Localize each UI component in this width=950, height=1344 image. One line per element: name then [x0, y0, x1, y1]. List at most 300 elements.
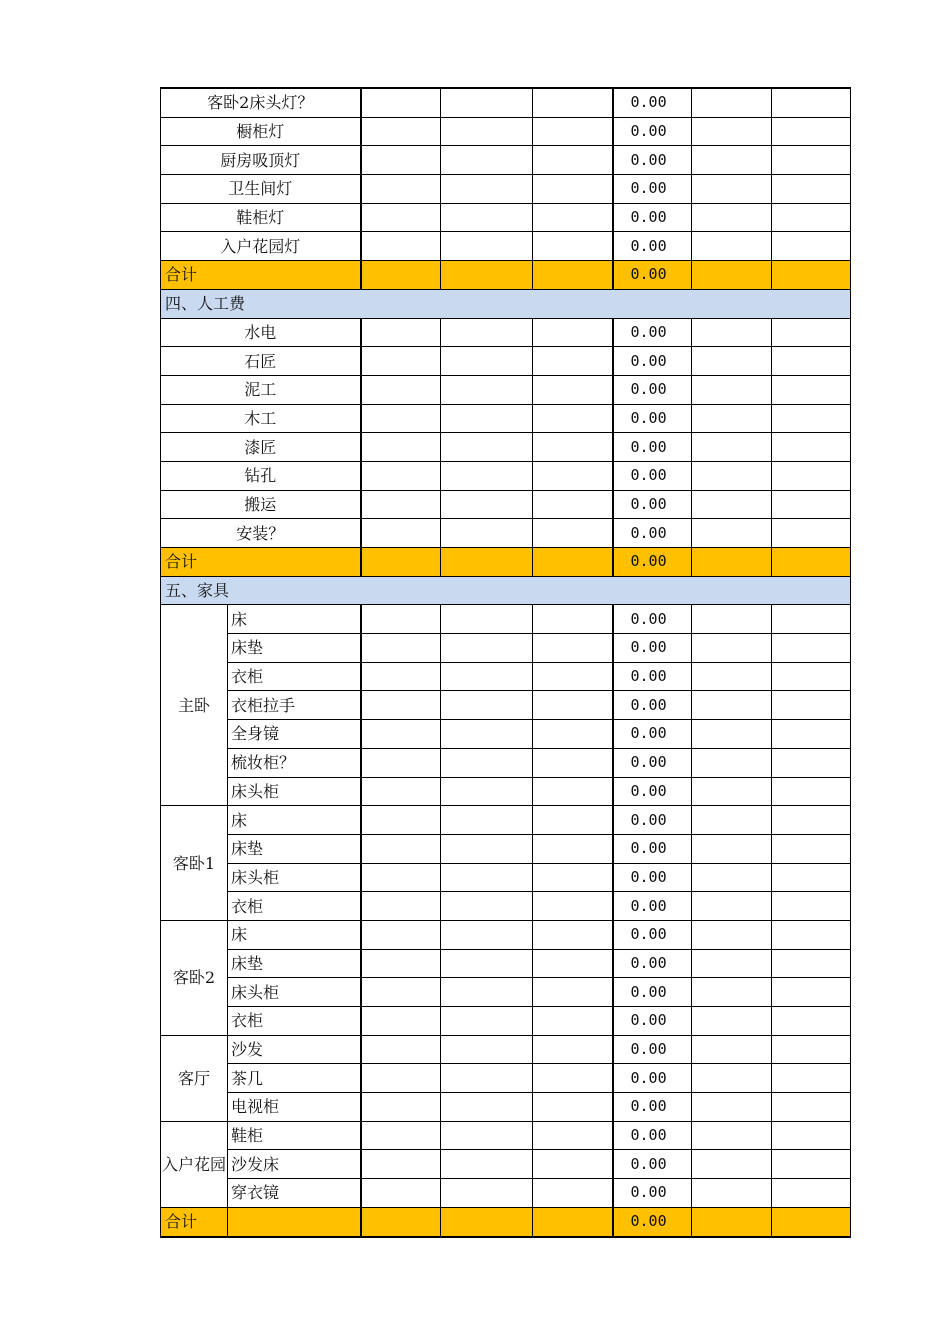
empty-cell[interactable]	[692, 892, 772, 921]
empty-cell[interactable]	[533, 920, 613, 949]
empty-cell[interactable]	[361, 720, 441, 749]
empty-cell[interactable]	[441, 1035, 533, 1064]
empty-cell[interactable]	[692, 548, 772, 577]
value-cell[interactable]: 0.00	[613, 146, 692, 175]
table-row	[161, 892, 851, 921]
empty-cell[interactable]	[361, 1007, 441, 1036]
empty-cell[interactable]	[692, 519, 772, 548]
empty-cell[interactable]	[692, 203, 772, 232]
value-cell[interactable]: 0.00	[613, 1121, 692, 1150]
empty-cell[interactable]	[441, 519, 533, 548]
empty-cell[interactable]	[772, 1064, 851, 1093]
item-label[interactable]: 床头柜	[228, 978, 361, 1007]
empty-cell[interactable]	[441, 1064, 533, 1093]
empty-cell[interactable]	[361, 863, 441, 892]
empty-cell[interactable]	[692, 691, 772, 720]
empty-cell[interactable]	[361, 232, 441, 261]
group-label[interactable]: 客厅	[161, 1035, 228, 1121]
empty-cell[interactable]	[361, 949, 441, 978]
empty-cell[interactable]	[772, 605, 851, 634]
empty-cell[interactable]	[441, 175, 533, 204]
empty-cell[interactable]	[533, 978, 613, 1007]
empty-cell[interactable]	[533, 318, 613, 347]
empty-cell[interactable]	[533, 834, 613, 863]
empty-cell[interactable]	[772, 1207, 851, 1236]
empty-cell[interactable]	[692, 404, 772, 433]
value-cell[interactable]: 0.00	[613, 318, 692, 347]
empty-cell[interactable]	[692, 490, 772, 519]
value-cell[interactable]: 0.00	[613, 88, 692, 117]
empty-cell[interactable]	[692, 261, 772, 290]
empty-cell[interactable]	[361, 920, 441, 949]
empty-cell[interactable]	[692, 748, 772, 777]
value-cell[interactable]: 0.00	[613, 1207, 692, 1236]
table-row	[161, 1150, 851, 1179]
empty-cell[interactable]	[533, 88, 613, 117]
empty-cell[interactable]	[361, 1150, 441, 1179]
empty-cell[interactable]	[361, 691, 441, 720]
empty-cell[interactable]	[533, 347, 613, 376]
empty-cell[interactable]	[772, 203, 851, 232]
empty-cell[interactable]	[361, 88, 441, 117]
section-title[interactable]: 四、人工费	[161, 289, 851, 318]
empty-cell[interactable]	[772, 949, 851, 978]
empty-cell[interactable]	[441, 691, 533, 720]
value-cell[interactable]: 0.00	[613, 1007, 692, 1036]
table-row	[161, 404, 851, 433]
total-label[interactable]: 合计	[161, 261, 361, 290]
value-cell[interactable]: 0.00	[613, 920, 692, 949]
empty-cell[interactable]	[692, 433, 772, 462]
empty-cell[interactable]	[772, 978, 851, 1007]
empty-cell[interactable]	[361, 117, 441, 146]
empty-cell[interactable]	[361, 146, 441, 175]
table-row	[161, 1035, 851, 1064]
empty-cell[interactable]	[361, 203, 441, 232]
empty-cell[interactable]	[692, 662, 772, 691]
value-cell[interactable]: 0.00	[613, 1150, 692, 1179]
total-label[interactable]: 合计	[161, 1207, 228, 1236]
table-row	[161, 117, 851, 146]
empty-cell[interactable]	[361, 461, 441, 490]
value-cell[interactable]: 0.00	[613, 720, 692, 749]
empty-cell[interactable]	[228, 1207, 361, 1236]
item-label[interactable]: 卫生间灯	[161, 175, 361, 204]
item-label[interactable]: 梳妆柜？	[228, 748, 361, 777]
item-label[interactable]: 厨房吸顶灯	[161, 146, 361, 175]
empty-cell[interactable]	[361, 634, 441, 663]
item-label[interactable]: 衣柜拉手	[228, 691, 361, 720]
table-row	[161, 175, 851, 204]
value-cell[interactable]: 0.00	[613, 461, 692, 490]
value-cell[interactable]: 0.00	[613, 519, 692, 548]
value-cell[interactable]: 0.00	[613, 404, 692, 433]
empty-cell[interactable]	[692, 1179, 772, 1208]
item-label[interactable]: 水电	[161, 318, 361, 347]
empty-cell[interactable]	[692, 920, 772, 949]
table-row	[161, 806, 851, 835]
item-label[interactable]: 搬运	[161, 490, 361, 519]
empty-cell[interactable]	[441, 203, 533, 232]
empty-cell[interactable]	[441, 634, 533, 663]
value-cell[interactable]: 0.00	[613, 1179, 692, 1208]
value-cell[interactable]: 0.00	[613, 662, 692, 691]
empty-cell[interactable]	[441, 404, 533, 433]
empty-cell[interactable]	[361, 806, 441, 835]
value-cell[interactable]: 0.00	[613, 203, 692, 232]
empty-cell[interactable]	[441, 318, 533, 347]
item-label[interactable]: 鞋柜	[228, 1121, 361, 1150]
empty-cell[interactable]	[361, 490, 441, 519]
value-cell[interactable]: 0.00	[613, 806, 692, 835]
table-row	[161, 318, 851, 347]
empty-cell[interactable]	[533, 1064, 613, 1093]
empty-cell[interactable]	[533, 1007, 613, 1036]
table-row	[161, 834, 851, 863]
empty-cell[interactable]	[533, 691, 613, 720]
empty-cell[interactable]	[441, 1207, 533, 1236]
item-label[interactable]: 漆匠	[161, 433, 361, 462]
table-row	[161, 1007, 851, 1036]
item-label[interactable]: 穿衣镜	[228, 1179, 361, 1208]
empty-cell[interactable]	[772, 1007, 851, 1036]
table-row	[161, 978, 851, 1007]
empty-cell[interactable]	[533, 117, 613, 146]
value-cell[interactable]: 0.00	[613, 375, 692, 404]
empty-cell[interactable]	[361, 777, 441, 806]
empty-cell[interactable]	[533, 806, 613, 835]
empty-cell[interactable]	[361, 1035, 441, 1064]
value-cell[interactable]: 0.00	[613, 949, 692, 978]
empty-cell[interactable]	[441, 88, 533, 117]
empty-cell[interactable]	[361, 892, 441, 921]
value-cell[interactable]: 0.00	[613, 548, 692, 577]
total-label[interactable]: 合计	[161, 548, 361, 577]
empty-cell[interactable]	[441, 117, 533, 146]
empty-cell[interactable]	[533, 261, 613, 290]
empty-cell[interactable]	[533, 748, 613, 777]
empty-cell[interactable]	[441, 605, 533, 634]
empty-cell[interactable]	[692, 634, 772, 663]
empty-cell[interactable]	[533, 404, 613, 433]
empty-cell[interactable]	[772, 748, 851, 777]
empty-cell[interactable]	[441, 375, 533, 404]
empty-cell[interactable]	[692, 88, 772, 117]
empty-cell[interactable]	[441, 261, 533, 290]
value-cell[interactable]: 0.00	[613, 117, 692, 146]
item-label[interactable]: 床	[228, 920, 361, 949]
table-row	[161, 634, 851, 663]
empty-cell[interactable]	[441, 1007, 533, 1036]
total-row	[161, 261, 851, 290]
empty-cell[interactable]	[533, 1035, 613, 1064]
empty-cell[interactable]	[441, 748, 533, 777]
empty-cell[interactable]	[361, 175, 441, 204]
empty-cell[interactable]	[772, 347, 851, 376]
empty-cell[interactable]	[772, 519, 851, 548]
value-cell[interactable]: 0.00	[613, 490, 692, 519]
value-cell[interactable]: 0.00	[613, 175, 692, 204]
empty-cell[interactable]	[692, 375, 772, 404]
empty-cell[interactable]	[361, 1121, 441, 1150]
item-label[interactable]: 钻孔	[161, 461, 361, 490]
item-label[interactable]: 床头柜	[228, 863, 361, 892]
empty-cell[interactable]	[772, 461, 851, 490]
item-label[interactable]: 床	[228, 605, 361, 634]
value-cell[interactable]: 0.00	[613, 1093, 692, 1122]
empty-cell[interactable]	[533, 605, 613, 634]
budget-sheet	[160, 87, 851, 1238]
empty-cell[interactable]	[441, 347, 533, 376]
empty-cell[interactable]	[692, 1121, 772, 1150]
empty-cell[interactable]	[361, 1093, 441, 1122]
empty-cell[interactable]	[533, 146, 613, 175]
empty-cell[interactable]	[441, 548, 533, 577]
empty-cell[interactable]	[692, 978, 772, 1007]
value-cell[interactable]: 0.00	[613, 691, 692, 720]
empty-cell[interactable]	[772, 117, 851, 146]
empty-cell[interactable]	[361, 375, 441, 404]
empty-cell[interactable]	[772, 1179, 851, 1208]
empty-cell[interactable]	[692, 318, 772, 347]
empty-cell[interactable]	[441, 720, 533, 749]
empty-cell[interactable]	[692, 863, 772, 892]
empty-cell[interactable]	[533, 1121, 613, 1150]
empty-cell[interactable]	[361, 605, 441, 634]
value-cell[interactable]: 0.00	[613, 978, 692, 1007]
empty-cell[interactable]	[361, 404, 441, 433]
empty-cell[interactable]	[533, 519, 613, 548]
value-cell[interactable]: 0.00	[613, 232, 692, 261]
empty-cell[interactable]	[361, 433, 441, 462]
empty-cell[interactable]	[692, 1150, 772, 1179]
empty-cell[interactable]	[361, 519, 441, 548]
table-row	[161, 375, 851, 404]
empty-cell[interactable]	[692, 1064, 772, 1093]
empty-cell[interactable]	[692, 117, 772, 146]
empty-cell[interactable]	[772, 720, 851, 749]
empty-cell[interactable]	[772, 261, 851, 290]
empty-cell[interactable]	[441, 490, 533, 519]
item-label[interactable]: 沙发	[228, 1035, 361, 1064]
value-cell[interactable]: 0.00	[613, 863, 692, 892]
empty-cell[interactable]	[441, 232, 533, 261]
empty-cell[interactable]	[692, 1035, 772, 1064]
empty-cell[interactable]	[692, 605, 772, 634]
empty-cell[interactable]	[692, 461, 772, 490]
empty-cell[interactable]	[692, 146, 772, 175]
empty-cell[interactable]	[441, 978, 533, 1007]
empty-cell[interactable]	[772, 1035, 851, 1064]
item-label[interactable]: 衣柜	[228, 892, 361, 921]
empty-cell[interactable]	[533, 461, 613, 490]
empty-cell[interactable]	[361, 318, 441, 347]
empty-cell[interactable]	[533, 1207, 613, 1236]
empty-cell[interactable]	[772, 1150, 851, 1179]
value-cell[interactable]: 0.00	[613, 1064, 692, 1093]
table-row	[161, 720, 851, 749]
empty-cell[interactable]	[441, 1093, 533, 1122]
empty-cell[interactable]	[772, 892, 851, 921]
empty-cell[interactable]	[772, 375, 851, 404]
empty-cell[interactable]	[692, 175, 772, 204]
empty-cell[interactable]	[772, 146, 851, 175]
empty-cell[interactable]	[772, 1093, 851, 1122]
empty-cell[interactable]	[772, 920, 851, 949]
empty-cell[interactable]	[533, 375, 613, 404]
value-cell[interactable]: 0.00	[613, 261, 692, 290]
item-label[interactable]: 全身镜	[228, 720, 361, 749]
empty-cell[interactable]	[533, 203, 613, 232]
group-label[interactable]: 主卧	[161, 605, 228, 806]
empty-cell[interactable]	[692, 834, 772, 863]
empty-cell[interactable]	[692, 1093, 772, 1122]
item-label[interactable]: 沙发床	[228, 1150, 361, 1179]
empty-cell[interactable]	[533, 232, 613, 261]
item-label[interactable]: 衣柜	[228, 662, 361, 691]
group-label[interactable]: 入户花园	[161, 1121, 228, 1207]
empty-cell[interactable]	[441, 1121, 533, 1150]
empty-cell[interactable]	[533, 634, 613, 663]
empty-cell[interactable]	[772, 834, 851, 863]
empty-cell[interactable]	[361, 978, 441, 1007]
empty-cell[interactable]	[361, 347, 441, 376]
value-cell[interactable]: 0.00	[613, 1035, 692, 1064]
item-label[interactable]: 安装？	[161, 519, 361, 548]
table-row	[161, 1064, 851, 1093]
empty-cell[interactable]	[692, 777, 772, 806]
value-cell[interactable]: 0.00	[613, 634, 692, 663]
empty-cell[interactable]	[692, 1207, 772, 1236]
item-label[interactable]: 电视柜	[228, 1093, 361, 1122]
empty-cell[interactable]	[533, 490, 613, 519]
empty-cell[interactable]	[692, 720, 772, 749]
table-row	[161, 748, 851, 777]
item-label[interactable]: 茶几	[228, 1064, 361, 1093]
empty-cell[interactable]	[772, 691, 851, 720]
empty-cell[interactable]	[692, 347, 772, 376]
value-cell[interactable]: 0.00	[613, 605, 692, 634]
empty-cell[interactable]	[361, 548, 441, 577]
value-cell[interactable]: 0.00	[613, 433, 692, 462]
section-title[interactable]: 五、家具	[161, 576, 851, 605]
empty-cell[interactable]	[692, 232, 772, 261]
table-row	[161, 146, 851, 175]
empty-cell[interactable]	[772, 175, 851, 204]
empty-cell[interactable]	[361, 834, 441, 863]
empty-cell[interactable]	[772, 806, 851, 835]
empty-cell[interactable]	[441, 146, 533, 175]
value-cell[interactable]: 0.00	[613, 777, 692, 806]
empty-cell[interactable]	[533, 863, 613, 892]
item-label[interactable]: 石匠	[161, 347, 361, 376]
empty-cell[interactable]	[441, 892, 533, 921]
empty-cell[interactable]	[772, 232, 851, 261]
empty-cell[interactable]	[533, 1093, 613, 1122]
group-label[interactable]: 客卧1	[161, 806, 228, 921]
table-row	[161, 203, 851, 232]
value-cell[interactable]: 0.00	[613, 834, 692, 863]
table-row	[161, 662, 851, 691]
empty-cell[interactable]	[772, 318, 851, 347]
item-label[interactable]: 床垫	[228, 834, 361, 863]
empty-cell[interactable]	[772, 490, 851, 519]
item-label[interactable]: 泥工	[161, 375, 361, 404]
item-label[interactable]: 鞋柜灯	[161, 203, 361, 232]
empty-cell[interactable]	[772, 433, 851, 462]
empty-cell[interactable]	[533, 1150, 613, 1179]
empty-cell[interactable]	[361, 1179, 441, 1208]
item-label[interactable]: 橱柜灯	[161, 117, 361, 146]
empty-cell[interactable]	[441, 806, 533, 835]
empty-cell[interactable]	[441, 863, 533, 892]
table-row	[161, 920, 851, 949]
empty-cell[interactable]	[441, 920, 533, 949]
empty-cell[interactable]	[361, 748, 441, 777]
empty-cell[interactable]	[361, 261, 441, 290]
empty-cell[interactable]	[533, 949, 613, 978]
empty-cell[interactable]	[772, 88, 851, 117]
empty-cell[interactable]	[441, 1179, 533, 1208]
value-cell[interactable]: 0.00	[613, 748, 692, 777]
empty-cell[interactable]	[772, 404, 851, 433]
empty-cell[interactable]	[533, 175, 613, 204]
empty-cell[interactable]	[533, 777, 613, 806]
empty-cell[interactable]	[772, 634, 851, 663]
empty-cell[interactable]	[772, 863, 851, 892]
item-label[interactable]: 客卧2床头灯？	[161, 88, 361, 117]
item-label[interactable]: 入户花园灯	[161, 232, 361, 261]
empty-cell[interactable]	[692, 1007, 772, 1036]
empty-cell[interactable]	[772, 548, 851, 577]
empty-cell[interactable]	[361, 662, 441, 691]
empty-cell[interactable]	[533, 548, 613, 577]
empty-cell[interactable]	[361, 1207, 441, 1236]
empty-cell[interactable]	[692, 949, 772, 978]
item-label[interactable]: 床垫	[228, 634, 361, 663]
item-label[interactable]: 木工	[161, 404, 361, 433]
empty-cell[interactable]	[441, 949, 533, 978]
table-row	[161, 863, 851, 892]
empty-cell[interactable]	[772, 662, 851, 691]
item-label[interactable]: 床垫	[228, 949, 361, 978]
empty-cell[interactable]	[533, 720, 613, 749]
empty-cell[interactable]	[441, 662, 533, 691]
empty-cell[interactable]	[441, 1150, 533, 1179]
empty-cell[interactable]	[533, 892, 613, 921]
value-cell[interactable]: 0.00	[613, 347, 692, 376]
empty-cell[interactable]	[441, 433, 533, 462]
total-row	[161, 548, 851, 577]
empty-cell[interactable]	[533, 662, 613, 691]
item-label[interactable]: 床头柜	[228, 777, 361, 806]
empty-cell[interactable]	[441, 834, 533, 863]
table-row	[161, 347, 851, 376]
empty-cell[interactable]	[441, 461, 533, 490]
group-label[interactable]: 客卧2	[161, 920, 228, 1035]
empty-cell[interactable]	[772, 777, 851, 806]
empty-cell[interactable]	[772, 1121, 851, 1150]
empty-cell[interactable]	[361, 1064, 441, 1093]
empty-cell[interactable]	[441, 777, 533, 806]
empty-cell[interactable]	[533, 1179, 613, 1208]
empty-cell[interactable]	[533, 433, 613, 462]
item-label[interactable]: 床	[228, 806, 361, 835]
value-cell[interactable]: 0.00	[613, 892, 692, 921]
table-row	[161, 1121, 851, 1150]
item-label[interactable]: 衣柜	[228, 1007, 361, 1036]
empty-cell[interactable]	[692, 806, 772, 835]
